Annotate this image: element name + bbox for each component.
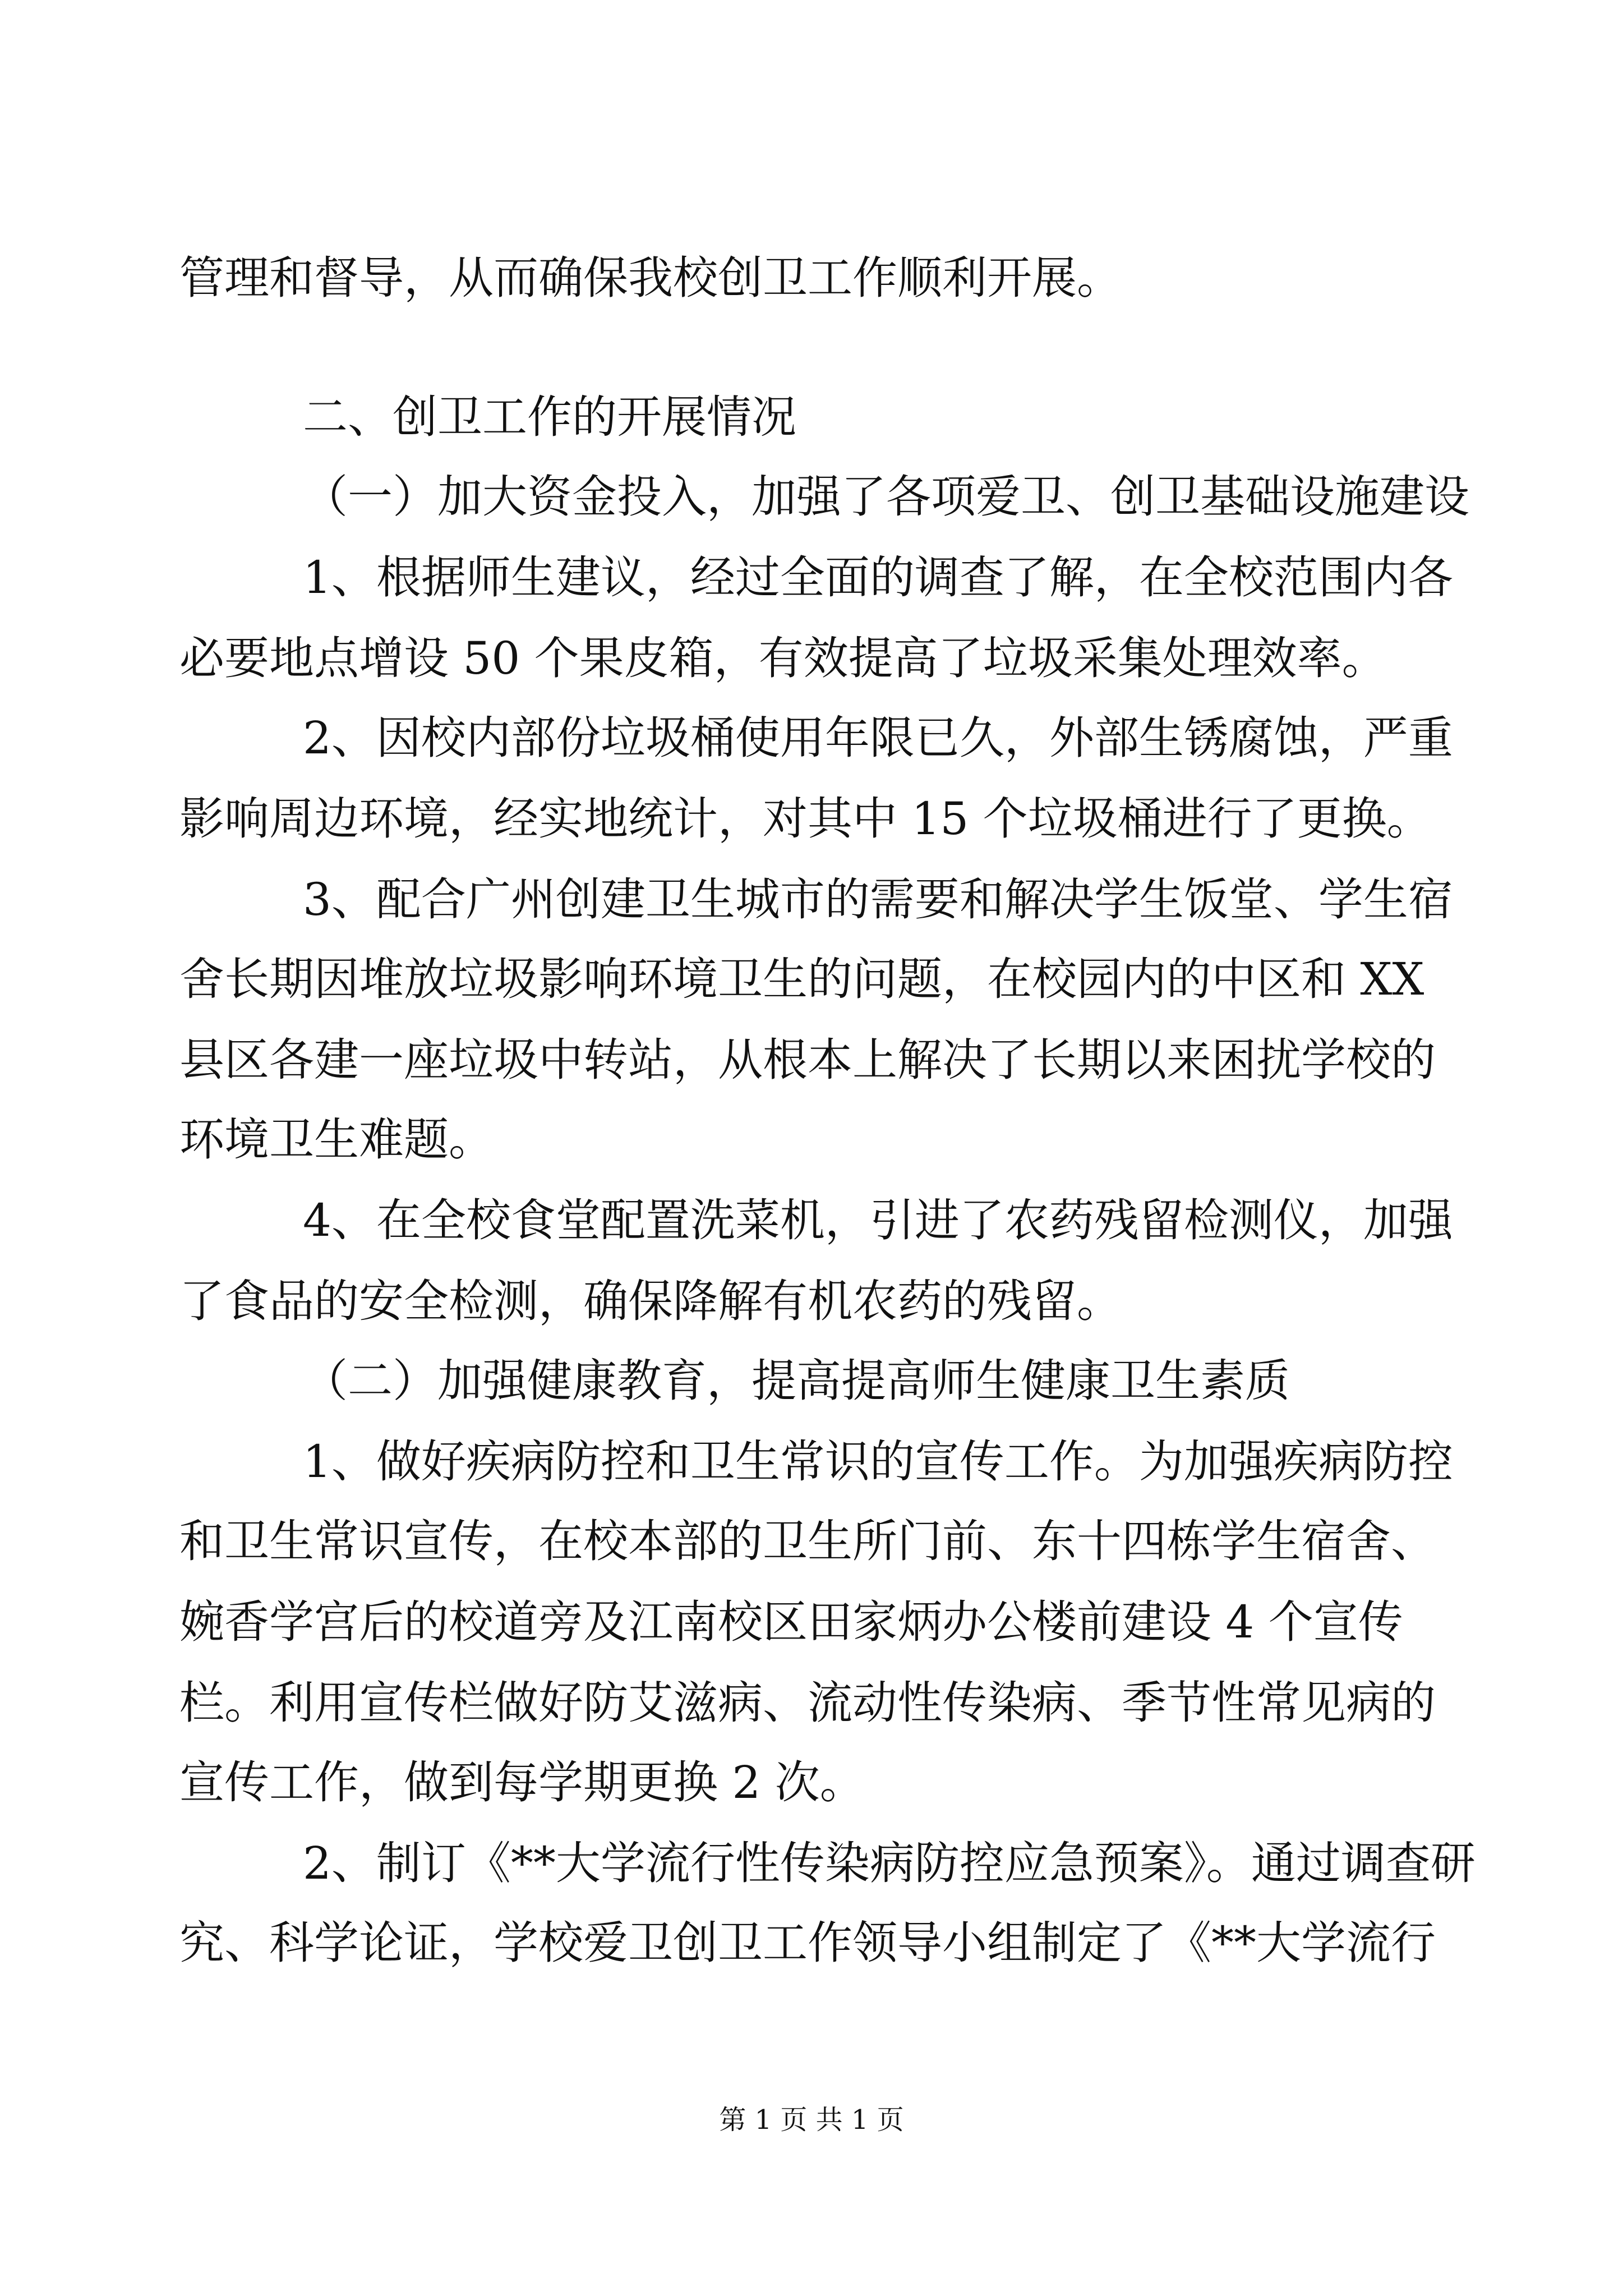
text-line-20: 2、制订《**大学流行性传染病防控应急预案》。通过调查研 [303, 1837, 1476, 1889]
text-line-1: 管理和督导，从而确保我校创卫工作顺利开展。 [179, 252, 1122, 304]
text-line-2: 二、创卫工作的开展情况 [303, 391, 796, 443]
page-footer: 第 1 页 共 1 页 [719, 2104, 904, 2136]
text-line-3: （一）加大资金投入，加强了各项爱卫、创卫基础设施建设 [303, 471, 1469, 523]
text-line-11: 环境卫生难题。 [179, 1114, 494, 1166]
text-line-21: 究、科学论证，学校爱卫创卫工作领导小组制定了《**大学流行 [179, 1917, 1436, 1969]
text-line-18: 栏。利用宣传栏做好防艾滋病、流动性传染病、季节性常见病的 [179, 1677, 1436, 1729]
text-line-13: 了食品的安全检测，确保降解有机农药的残留。 [179, 1275, 1122, 1327]
text-line-10: 县区各建一座垃圾中转站，从根本上解决了长期以来困扰学校的 [179, 1034, 1436, 1086]
text-line-12: 4、在全校食堂配置洗菜机，引进了农药残留检测仪，加强 [303, 1194, 1453, 1246]
text-line-8: 3、配合广州创建卫生城市的需要和解决学生饭堂、学生宿 [303, 873, 1453, 926]
text-line-15: 1、做好疾病防控和卫生常识的宣传工作。为加强疾病防控 [303, 1435, 1453, 1488]
text-line-19: 宣传工作，做到每学期更换 2 次。 [179, 1756, 865, 1809]
text-line-17: 婉香学宫后的校道旁及江南校区田家炳办公楼前建设 4 个宣传 [179, 1596, 1403, 1648]
text-line-14: （二）加强健康教育，提高提高师生健康卫生素质 [303, 1355, 1290, 1407]
text-line-6: 2、因校内部份垃圾桶使用年限已久，外部生锈腐蚀，严重 [303, 712, 1453, 764]
text-line-7: 影响周边环境，经实地统计，对其中 15 个垃圾桶进行了更换。 [179, 793, 1432, 845]
text-line-16: 和卫生常识宣传，在校本部的卫生所门前、东十四栋学生宿舍、 [179, 1515, 1436, 1567]
text-line-4: 1、根据师生建议，经过全面的调查了解，在全校范围内各 [303, 551, 1453, 604]
text-line-9: 舍长期因堆放垃圾影响环境卫生的问题，在校园内的中区和 XX [179, 953, 1424, 1005]
text-line-5: 必要地点增设 50 个果皮箱，有效提高了垃圾采集处理效率。 [179, 632, 1387, 684]
